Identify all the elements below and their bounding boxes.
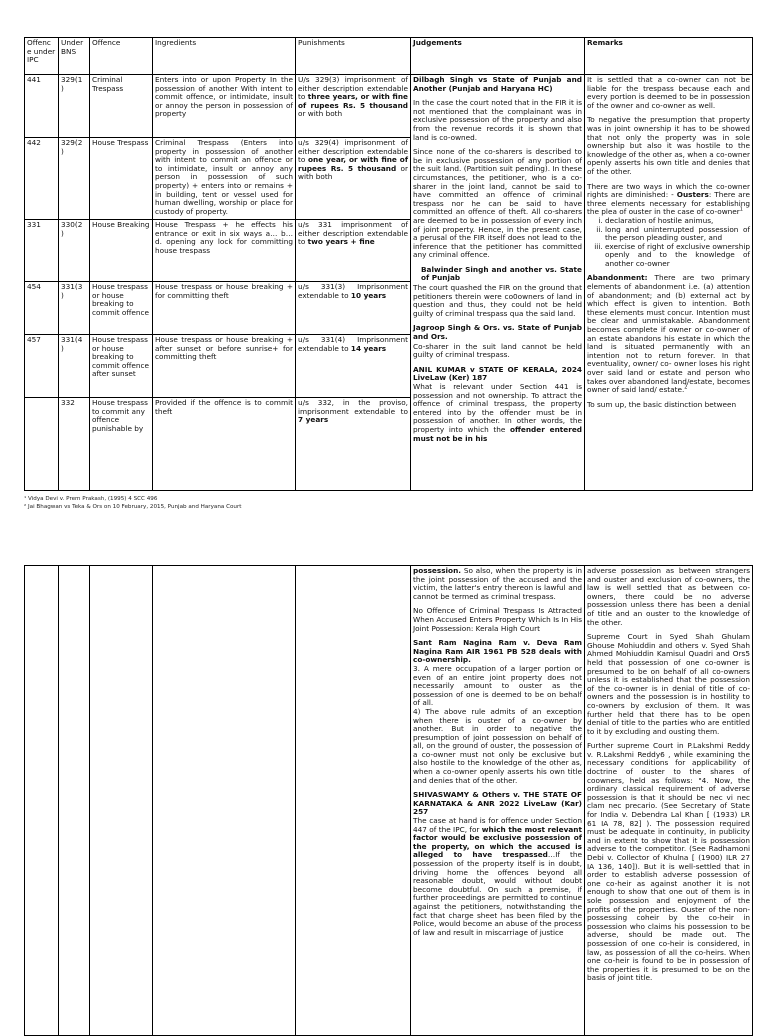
table-header-row xyxy=(25,38,753,75)
cell-ipc: 454 xyxy=(25,282,59,335)
remark-text: To sum up, the basic distinction between xyxy=(587,399,737,409)
footnote-rule xyxy=(24,490,224,491)
document-page-2 xyxy=(0,540,768,1024)
cell-bns: 330(2 ) xyxy=(59,220,90,282)
cell-ipc: 457 xyxy=(25,335,59,398)
remark-text: It is settled that a co-owner can not be liable for the trespass because each and every portion is deemed to be in possession of the owner and co-owner as well. xyxy=(587,75,750,110)
cell-ingredients: House trespass or house breaking + after sunset or before sunrise+ for committing theft xyxy=(153,335,296,398)
case-text: No Offence of Criminal Trespass Is Attracted When Accused Enters Property Which Is In His Joint Possession: Kerala High Court xyxy=(413,606,582,633)
cell-punishment: u/s 329(4) imprisonment of either description extendable to one year, or with fine of rupees Rs. 5 thousand or with both xyxy=(296,138,411,220)
cell-offence: House Breaking xyxy=(90,220,153,282)
cell-offence: House Trespass xyxy=(90,138,153,220)
case-text: What is relevant under Section 441 is possession and not ownership. To attract the offence of criminal trespass, the property entered into by the offender must be in possession of another. In other words, the property into which the offender entered must not be in his xyxy=(413,382,582,443)
cell-offence xyxy=(90,566,153,1036)
cell-punishment xyxy=(296,566,411,1036)
cell-bns: 331(3 ) xyxy=(59,282,90,335)
case-title: SHIVASWAMY & Others v. THE STATE OF KARNATAKA & ANR 2022 LiveLaw (Kar) 257 xyxy=(413,790,582,817)
cell-ingredients: House Trespass + he effects his entrance or exit in six ways a… b… d. opening any lock for committing house trespass xyxy=(153,220,296,282)
cell-ipc: 441 xyxy=(25,75,59,138)
judgements-cell xyxy=(411,566,585,1036)
header-remarks: Remarks xyxy=(585,38,753,75)
cell-bns: 331(4 ) xyxy=(59,335,90,398)
case-text: In the case the court noted that in the FIR it is not mentioned that the complainant was in exclusive possession of the property and also from the revenue records it is shown that land is co-owned. xyxy=(413,98,582,142)
offence-table xyxy=(24,37,753,491)
cell-bns: 329(2 ) xyxy=(59,138,90,220)
list-item: ii. long and uninterrupted possession of the person pleading ouster, and xyxy=(605,226,750,243)
cell-punishment: u/s 331 imprisonment of either description extendable to two years + fine xyxy=(296,220,411,282)
remark-text: Abandonment: There are two primary elements of abandonment i.e. (a) attention of abandonment; and (b) external act by which effect is given to intention. Both these elements must concur. Intention must be clear and unmistakable. Abandonment becomes complete if owner or co-owner of an estate abandons his estate in which the land is situated permanently with an intention not to return forever. In that eventuality, owner/ co- owner loses his right over said land or estate and person who takes over abandoned land/estate, becomes owner of said land/ estate.$^2$ xyxy=(587,273,750,395)
cell-ingredients: Enters into or upon Property In the possession of another With intent to commit offence, or intimidate, insult or annoy the person in possession of property xyxy=(153,75,296,138)
case-title: Dilbagh Singh vs State of Punjab and Another (Punjab and Haryana HC) xyxy=(413,75,582,93)
case-title: Sant Ram Nagina Ram v. Deva Ram Nagina Ram AIR 1961 PB 528 deals with co-ownership. xyxy=(413,638,582,665)
cell-punishment: u/s 332, in the proviso, imprisonment extendable to 7 years xyxy=(296,398,411,491)
header-ingredients: Ingredients xyxy=(153,38,296,75)
cell-offence: House trespass to commit any offence punishable by xyxy=(90,398,153,491)
case-text: The case at hand is for offence under Section 447 of the IPC, for which the most relevant factor would be exclusive possession of the property, on which the accused is alleged to have trespassed…If the possession of the property itself is in doubt, driving home the offences beyond all reasonable doubt, would without doubt become doubtful. On such a premise, if further proceedings are permitted to continue against the petitioners, notwithstanding the fact that charge sheet has been filed by the Police, would become an abuse of the process of law and result in miscarriage of justice xyxy=(413,816,583,937)
remark-text: There are two ways in which the co-owner rights are diminished: - Ousters: There are three elements necessary for establishing the plea of ouster in the case of co-owner$^1$ xyxy=(587,181,750,217)
footnote-1: ¹ Vidya Devi v. Prem Prakash, (1995) 4 SCC 496 xyxy=(24,496,158,502)
cell-bns: 332 xyxy=(59,398,90,491)
header-ipc: Offenc e under IPC xyxy=(25,38,59,75)
cell-ingredients: Provided if the offence is to commit theft xyxy=(153,398,296,491)
cell-ingredients xyxy=(153,566,296,1036)
remark-text: adverse possession as between strangers and ouster and exclusion of co-owners, the law is well settled that as between co-owners, there could be no adverse possession unless there has been a denial of title and an ouster to the knowledge of the other. xyxy=(587,566,750,627)
cell-offence: House trespass or house breaking to commit offence after sunset xyxy=(90,335,153,398)
cell-ipc xyxy=(25,566,59,1036)
case-title: ANIL KUMAR v STATE OF KERALA, 2024 LiveLaw (Ker) 187 xyxy=(413,364,582,383)
header-judgements: Judgements xyxy=(411,38,585,75)
cell-ipc: 442 xyxy=(25,138,59,220)
case-text: 3. A mere occupation of a larger portion or even of an entire joint property does not necessarily amount to ouster as the possession of one is deemed to be on behalf of all. xyxy=(413,663,582,708)
case-text: The court quashed the FIR on the ground that petitioners therein were co0owners of land in question and thus, they could not be held guilty of criminal trespass qua the said land. xyxy=(413,283,582,318)
judgements-cell xyxy=(411,75,585,491)
cell-ipc: 331 xyxy=(25,220,59,282)
case-text: Since none of the co-sharers is described to be in exclusive possession of any portion of the suit land. (Partition suit pending). In these circumstances, the petitioner, who is a co-sharer in the joint land, cannot be said to have committed an offence of criminal trespass nor he can be said to have committed an offence of theft. All co-sharers are deemed to be in possession of every inch of joint property. Hence, in the present case, a perusal of the FIR itself does not lead to the inference that the petitioner has committed any criminal offence. xyxy=(413,147,582,260)
case-title: Jagroop Singh & Ors. vs. State of Punjab and Ors. xyxy=(413,323,582,342)
remark-text: Further supreme Court in P.Lakshmi Reddy v. R.Lakshmi Reddy6 , while examining the necessary conditions for applicability of doctrine of ouster to the shares of coowners, held as follows: "4. Now, the ordinary classical requirement of adverse possession is that it should be nec vi nec clam nec precario. (See Secretary of State for India v. Debendra Lal Khan [ (1933) LR 61 IA 78, 82] ). The possession required must be adequate in continuity, in publicity and in extent to show that it is possession adverse to the competitor. (See Radhamoni Debi v. Collector of Khulna [ (1900) ILR 27 IA 136, 140]). But it is well-settled that in order to establish adverse possession of one co-heir as against another it is not enough to show that one out of them is in sole possession and enjoyment of the profits of the properties. Ouster of the non-possessing coheir by the co-heir in possession who claims his possession to be adverse, should be made out. The possession of one co-heir is considered, in law, as possession of all the co-heirs. When one co-heir is found to be in possession of the properties it is presumed to be on the basis of joint title. xyxy=(587,741,750,983)
cell-punishment: u/s 331(3) Imprisonment extendable to 10 years xyxy=(296,282,411,335)
header-offence: Offence xyxy=(90,38,153,75)
cell-bns: 329(1 ) xyxy=(59,75,90,138)
remark-text: To negative the presumption that property was in joint ownership it has to be showed that not only the property was in sole ownership but also it was hostile to the knowledge of the other as, when a co-owner openly asserts his own title and denies that of the other. xyxy=(587,115,750,176)
offence-table-continued xyxy=(24,565,753,1036)
table-row xyxy=(25,75,753,138)
remark-text: Supreme Court in Syed Shah Ghulam Ghouse Mohiuddin and others v. Syed Shah Ahmed Mohiuddin Kamisul Quadri and Ors5 held that possession of one co-owner is presumed to be on behalf of all co-owners unless it is established that the possession of the co-owner is in denial of title of co-owners and the possession is in hostility to co-owners by exclusion of them. It was further held that there has to be open denial of title to the parties who are entitled to it by excluding and ousting them. xyxy=(587,632,750,736)
cell-bns xyxy=(59,566,90,1036)
cell-offence: House trespass or house breaking to commit offence xyxy=(90,282,153,335)
header-punishments: Punishments xyxy=(296,38,411,75)
cell-punishment: U/s 329(3) imprisonment of either description extendable to three years, or with fine of rupees Rs. 5 thousand or with both xyxy=(296,75,411,138)
cell-ingredients: Criminal Trespass (Enters into property in possession of another with intent to commit an offence or to intimidate, insult or annoy any person in possession of such property) + enters into or remains + in building, tent or vessel used for human dwelling, worship or place for custody of property. xyxy=(153,138,296,220)
case-title: Balwinder Singh and another vs. State of Punjab xyxy=(421,264,582,283)
cell-punishment: u/s 331(4) Imprisonment extendable to 14 years xyxy=(296,335,411,398)
case-text: 4) The above rule admits of an exception when there is ouster of a co-owner by another. But in order to negative the presumption of joint possession on behalf of all, on the ground of ouster, the possession of a co-owner must not only be exclusive but also hostile to the knowledge of the other as, when a co-owner openly asserts his own title and denies that of the other. xyxy=(413,706,582,785)
remarks-cell xyxy=(585,566,753,1036)
remarks-cell xyxy=(585,75,753,491)
table-row xyxy=(25,566,753,1036)
cell-offence: Criminal Trespass xyxy=(90,75,153,138)
list-item: i. declaration of hostile animus, xyxy=(605,217,750,226)
list-item: iii. exercise of right of exclusive ownership openly and to the knowledge of another co-owner xyxy=(605,243,750,269)
cell-ipc xyxy=(25,398,59,491)
case-text: Co-sharer in the suit land cannot be held guilty of criminal trespass. xyxy=(413,341,582,360)
ouster-list xyxy=(587,217,750,269)
header-bns: Under BNS xyxy=(59,38,90,75)
cell-ingredients: House trespass or house breaking + for committing theft xyxy=(153,282,296,335)
case-text: possession. So also, when the property is in the joint possession of the accused and the victim, the latter's entry thereon is lawful and cannot be termed as criminal trespass. xyxy=(413,566,582,601)
footnote-2: ² Jai Bhagwan vs Teka & Ors on 10 February, 2015, Punjab and Haryana Court xyxy=(24,504,242,510)
